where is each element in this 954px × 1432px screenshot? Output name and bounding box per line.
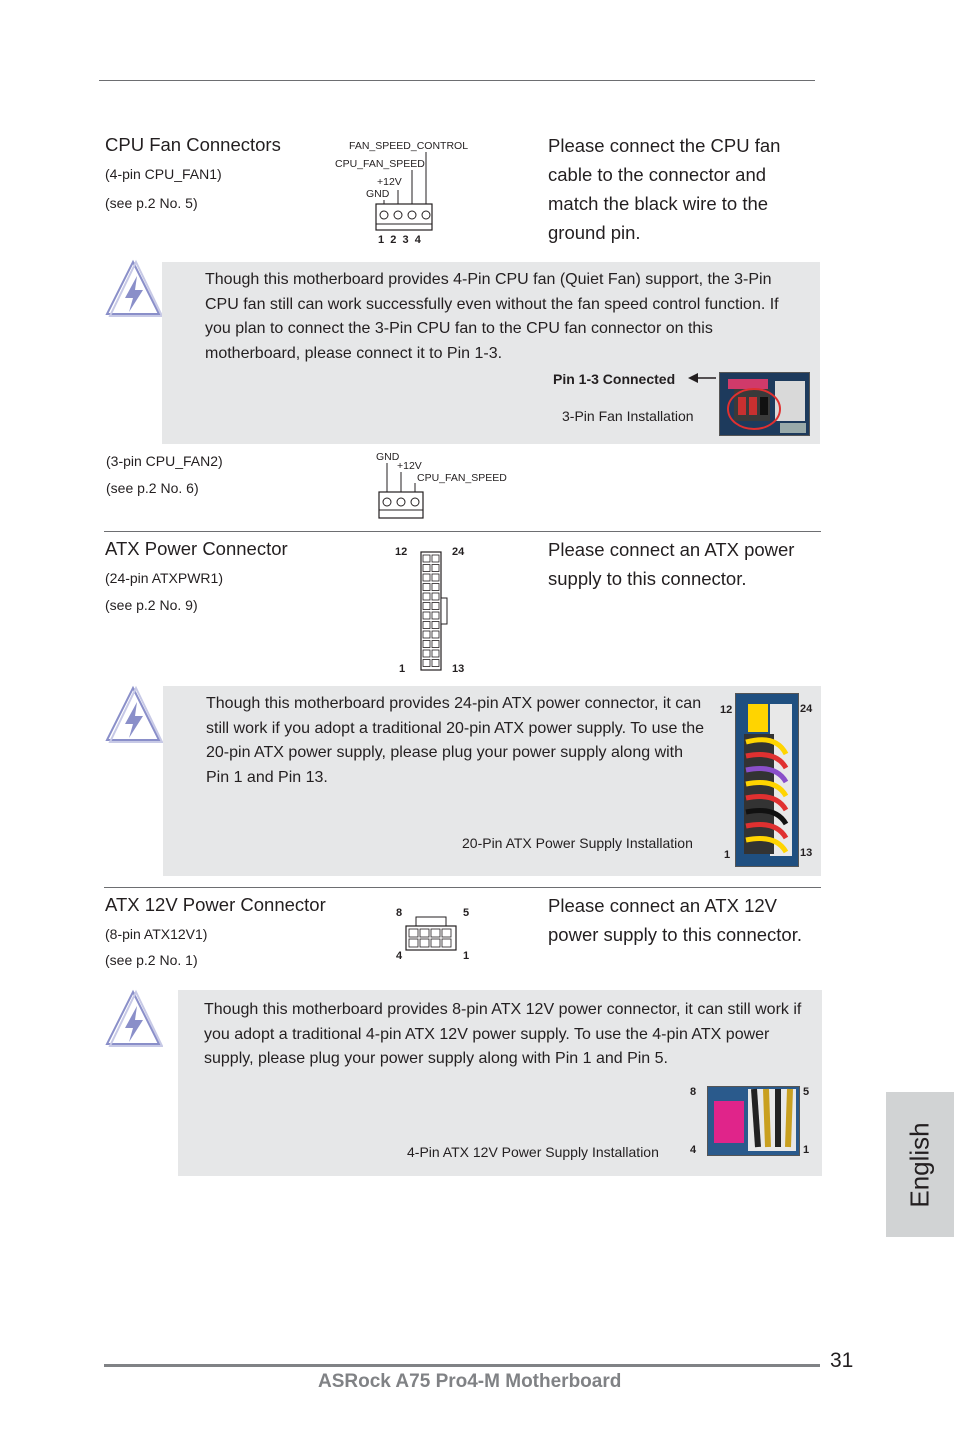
atx12-note-box [178,990,822,1176]
atx-install-photo [735,693,799,867]
page-number: 31 [830,1349,854,1372]
fan-install-caption: 3-Pin Fan Installation [562,408,694,424]
cpu-fan-speed-label: CPU_FAN_SPEED [335,158,425,170]
atx12-pin-8: 8 [396,907,403,919]
cpu-fan1-diagram [330,138,480,250]
atx-photo-pin-12: 12 [720,704,733,716]
atx-photo-pin-1: 1 [724,849,731,861]
atx12-install-caption: 4-Pin ATX 12V Power Supply Installation [407,1144,659,1160]
gnd-label: GND [366,188,390,200]
section-rule-atx12 [104,887,821,888]
atx12-pin-1: 1 [463,950,470,962]
atx12-reference: (see p.2 No. 1) [105,952,198,968]
cpu-fan1-connector-drawing [330,138,480,238]
atx-subtitle: (24-pin ATXPWR1) [105,570,223,586]
cpu-fan-reference: (see p.2 No. 5) [105,195,198,211]
cpu-fan-title: CPU Fan Connectors [105,134,281,155]
footer-product-name: ASRock A75 Pro4-M Motherboard [318,1371,622,1392]
cpu-fan-description: Please connect the CPU fan cable to the connector and match the black wire to the ground pin. [548,135,781,243]
atx12-photo-pin-4: 4 [690,1144,697,1156]
plus12v-label: +12V [377,176,402,188]
atx12-subtitle: (8-pin ATX12V1) [105,926,208,942]
atx12-description: Please connect an ATX 12V power supply to this connector. [548,895,803,945]
cpu-fan2-diagram [370,450,530,522]
atx12-photo-pin-8: 8 [690,1086,697,1098]
top-rule [99,80,815,81]
atx-pin-24: 24 [452,546,465,558]
language-tab-label: English [904,1121,935,1208]
pin13-connected-label: Pin 1-3 Connected [553,371,676,387]
language-tab [886,1092,954,1237]
atx-description: Please connect an ATX power supply to this connector. [548,539,795,589]
cpu-fan1-pin-numbers: 1 2 3 4 [378,234,421,246]
atx12-install-photo [707,1086,800,1156]
atx-pin-13: 13 [452,663,465,675]
atx-note-text: Though this motherboard provides 24-pin ATX power connector, it can still work if you adopt a traditional 20-pin ATX power supply. To use the 20-pin ATX power supply, please plug your power supply along with Pin 1 and Pin 13. [206,695,705,786]
atx12-pin-4: 4 [396,950,403,962]
cpu-fan2-connector-drawing [370,450,530,522]
cpu-fan-note-box [162,262,820,444]
atx12-photo-pin-1: 1 [803,1144,810,1156]
atx-pin-1: 1 [399,663,406,675]
warning-icon [103,258,163,318]
atx12-diagram [390,903,480,965]
section-rule-atx [104,531,821,532]
gnd-label: GND [376,451,400,463]
cpu-fan2-subtitle: (3-pin CPU_FAN2) [106,453,223,469]
cpu-fan-speed-label: CPU_FAN_SPEED [417,472,507,484]
atx-diagram [390,544,480,678]
atx12-photo-pin-5: 5 [803,1086,810,1098]
footer-rule [104,1364,820,1367]
warning-icon [103,684,163,744]
atx12-title: ATX 12V Power Connector [105,894,326,915]
warning-icon [103,988,163,1048]
fan-speed-control-label: FAN_SPEED_CONTROL [349,140,469,152]
plus12v-label: +12V [397,460,422,472]
cpu-fan-subtitle: (4-pin CPU_FAN1) [105,166,222,182]
fan-install-photo [719,372,810,436]
atx-photo-pin-13: 13 [800,847,813,859]
atx12-pin-5: 5 [463,907,470,919]
atx-photo-pin-24: 24 [800,703,813,715]
atx12-note-text: Though this motherboard provides 8-pin ATX 12V power connector, it can still work if you adopt a traditional 4-pin ATX 12V power supply. To use the 4-pin ATX power supply, please plug your power supply along with Pin 1 and Pin 5. [204,1001,802,1067]
cpu-fan-note-text: Though this motherboard provides 4-Pin CPU fan (Quiet Fan) support, the 3-Pin CPU fan still can work successfully even without the fan speed control function. If you plan to connect the 3-Pin CPU fan to the CPU fan connector on this motherboard, please connect it to Pin 1-3. [205,271,779,362]
atx12-connector-drawing [404,915,460,955]
atx-pin-12: 12 [395,546,408,558]
atx-reference: (see p.2 No. 9) [105,597,198,613]
atx-connector-drawing [418,550,450,672]
atx-note-box [163,686,821,876]
arrow-left-icon [688,372,718,384]
atx-install-caption: 20-Pin ATX Power Supply Installation [462,835,693,851]
cpu-fan2-reference: (see p.2 No. 6) [106,480,199,496]
atx-title: ATX Power Connector [105,538,288,559]
